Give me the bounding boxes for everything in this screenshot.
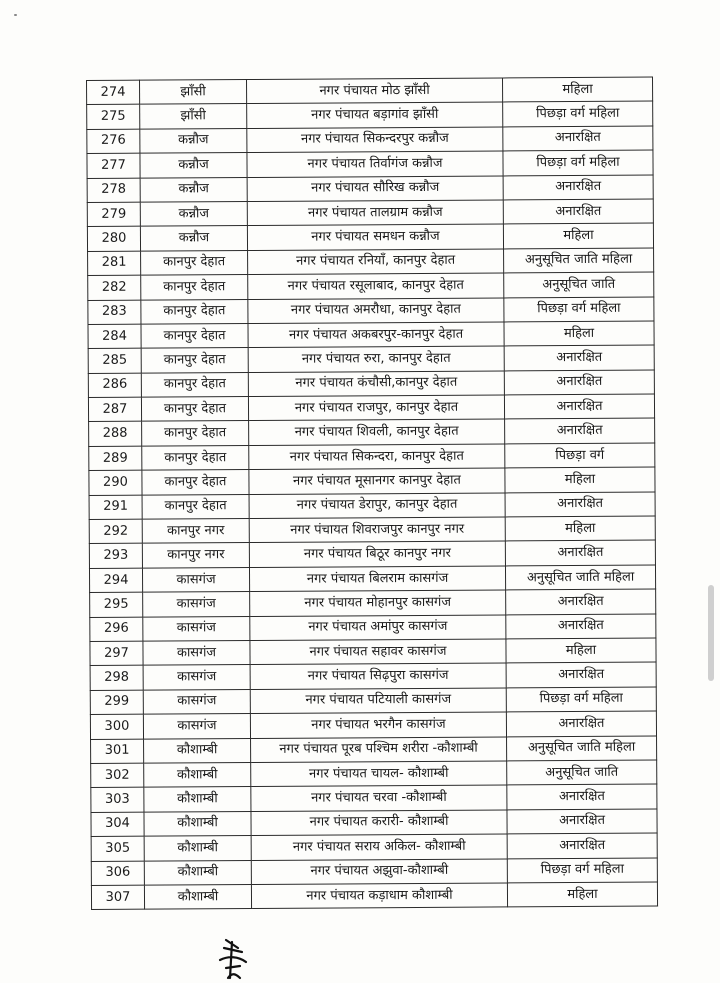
table-row [87,101,653,129]
reservation-category: महिला [504,321,654,346]
table-row [87,199,653,227]
row-number: 296 [90,617,143,642]
table-row [88,321,654,349]
reservation-category: महिला [503,223,653,248]
nagar-panchayat-name: नगर पंचायत बड़ागांव झाँसी [247,102,503,128]
nagar-panchayat-name: नगर पंचायत मूसानगर कानपुर देहात [249,468,505,494]
district-cell: कानपुर देहात [142,494,249,519]
row-number: 294 [89,568,142,593]
reservation-category: अनुसूचित जाति [504,272,654,297]
district-cell: कानपुर देहात [141,323,248,348]
reservation-category: अनारक्षित [505,492,655,517]
reservation-category: पिछड़ा वर्ग महिला [507,858,657,883]
reservation-category: महिला [507,882,657,907]
table-row [88,248,654,276]
district-cell: कौशाम्बी [144,884,251,909]
district-cell: कासगंज [143,592,250,617]
row-number: 300 [90,714,143,739]
nagar-panchayat-name: नगर पंचायत बिठूर कानपुर नगर [249,541,505,567]
row-number: 297 [90,641,143,666]
row-number: 278 [87,178,140,203]
row-number: 275 [87,105,140,130]
reservation-category: अनारक्षित [504,370,654,395]
district-cell: कन्नौज [140,177,247,202]
table-body [87,77,658,910]
row-number: 292 [89,519,142,544]
row-number: 287 [88,397,141,422]
nagar-panchayat-name: नगर पंचायत अमांपुर कासगंज [250,615,506,641]
district-cell: कौशाम्बी [144,738,251,763]
row-number: 301 [91,739,144,764]
table-row [91,809,657,837]
table-row [90,687,656,715]
reservation-category: पिछड़ा वर्ग महिला [504,297,654,322]
nagar-panchayat-name: नगर पंचायत तालग्राम कन्नौज [247,200,503,226]
row-number: 299 [90,690,143,715]
nagar-panchayat-name: नगर पंचायत पूरब पश्चिम शरीरा -कौशाम्बी [251,736,507,762]
nagar-panchayat-name: नगर पंचायत शिवली, कानपुर देहात [249,419,505,445]
table-row [90,614,656,642]
nagar-panchayat-name: नगर पंचायत सहावर कासगंज [250,639,506,665]
table-row [89,516,655,544]
nagar-panchayat-name: नगर पंचायत रसूलाबाद, कानपुर देहात [248,273,504,299]
nagar-panchayat-name: नगर पंचायत तिर्वागंज कन्नौज [247,151,503,177]
nagar-panchayat-name: नगर पंचायत सिकन्दरा, कानपुर देहात [249,444,505,470]
nagar-panchayat-name: नगर पंचायत करारी- कौशाम्बी [251,810,507,836]
district-cell: कौशाम्बी [144,811,251,836]
table-row [89,540,655,568]
handwritten-signature [216,938,250,980]
table-row [89,492,655,520]
row-number: 291 [89,495,142,520]
district-cell: कानपुर देहात [141,250,248,275]
table-row [90,662,656,690]
reservation-table [86,77,658,911]
table-row [88,272,654,300]
nagar-panchayat-name: नगर पंचायत सौरिख कन्नौज [247,176,503,202]
row-number: 279 [87,202,140,227]
row-number: 288 [89,422,142,447]
reservation-category: पिछड़ा वर्ग महिला [503,150,653,175]
nagar-panchayat-name: नगर पंचायत अझुवा-कौशाम्बी [251,858,507,884]
table-row [89,419,655,447]
table-row [87,77,653,105]
district-cell: कानपुर देहात [142,470,249,495]
nagar-panchayat-name: नगर पंचायत सिकन्दरपुर कन्नौज [247,127,503,153]
row-number: 298 [90,666,143,691]
nagar-panchayat-name: नगर पंचायत अकबरपुर-कानपुर देहात [248,322,504,348]
table-row [91,882,657,910]
reservation-category: महिला [505,516,655,541]
row-number: 304 [91,812,144,837]
reservation-category: अनुसूचित जाति महिला [505,565,655,590]
nagar-panchayat-name: नगर पंचायत रनियाँ, कानपुर देहात [248,249,504,275]
nagar-panchayat-name: नगर पंचायत चरवा -कौशाम्बी [251,785,507,811]
nagar-panchayat-name: नगर पंचायत सिढ़पुरा कासगंज [250,663,506,689]
reservation-category: अनारक्षित [506,589,656,614]
table-row [91,833,657,861]
table-row [90,638,656,666]
district-cell: कन्नौज [140,128,247,153]
reservation-category: अनारक्षित [507,833,657,858]
reservation-category: अनारक्षित [503,175,653,200]
scrollbar-thumb[interactable] [708,585,714,681]
reservation-category: महिला [506,638,656,663]
table-row [89,565,655,593]
row-number: 289 [89,446,142,471]
table-row [89,443,655,471]
nagar-panchayat-name: नगर पंचायत राजपुर, कानपुर देहात [248,395,504,421]
table-row [87,126,653,154]
row-number: 290 [89,470,142,495]
reservation-category: अनारक्षित [506,662,656,687]
district-cell: कानपुर देहात [141,372,248,397]
nagar-panchayat-name: नगर पंचायत कंचौसी,कानपुर देहात [248,371,504,397]
nagar-panchayat-name: नगर पंचायत अमरौधा, कानपुर देहात [248,297,504,323]
nagar-panchayat-name: नगर पंचायत शिवराजपुर कानपुर नगर [249,517,505,543]
reservation-category: महिला [502,77,652,102]
district-cell: कानपुर देहात [142,421,249,446]
row-number: 282 [88,275,141,300]
reservation-category: अनारक्षित [505,419,655,444]
district-cell: कानपुर देहात [141,275,248,300]
reservation-category: अनारक्षित [507,809,657,834]
reservation-category: अनारक्षित [506,614,656,639]
district-cell: कौशाम्बी [144,787,251,812]
reservation-category: अनारक्षित [503,199,653,224]
district-cell: कौशाम्बी [144,762,251,787]
row-number: 293 [89,544,142,569]
row-number: 284 [88,324,141,349]
district-cell: कासगंज [143,665,250,690]
district-cell: कानपुर देहात [141,348,248,373]
reservation-category: अनुसूचित जाति महिला [504,248,654,273]
row-number: 286 [88,373,141,398]
table-row [91,784,657,812]
nagar-panchayat-name: नगर पंचायत चायल- कौशाम्बी [251,761,507,787]
reservation-category: अनारक्षित [503,126,653,151]
table-row [89,467,655,495]
nagar-panchayat-name: नगर पंचायत कड़ाधाम कौशाम्बी [251,883,507,909]
nagar-panchayat-name: नगर पंचायत पटियाली कासगंज [250,688,506,714]
row-number: 306 [91,861,144,886]
table-row [91,760,657,788]
row-number: 276 [87,129,140,154]
district-cell: कानपुर देहात [142,445,249,470]
table-row [91,736,657,764]
district-cell: कन्नौज [140,153,247,178]
row-number: 281 [88,251,141,276]
row-number: 285 [88,348,141,373]
scan-speck [14,14,17,16]
district-cell: कौशाम्बी [144,836,251,861]
table-row [90,711,656,739]
district-cell: कासगंज [143,640,250,665]
reservation-category: पिछड़ा वर्ग [505,443,655,468]
row-number: 303 [91,787,144,812]
row-number: 295 [90,592,143,617]
reservation-category: अनारक्षित [507,784,657,809]
table-row [88,297,654,325]
nagar-panchayat-name: नगर पंचायत सराय अकिल- कौशाम्बी [251,834,507,860]
district-cell: कासगंज [143,689,250,714]
reservation-category: अनुसूचित जाति [507,760,657,785]
district-cell: कन्नौज [140,226,247,251]
district-cell: कानपुर देहात [141,397,248,422]
row-number: 274 [87,80,140,105]
table-row [90,589,656,617]
nagar-panchayat-name: नगर पंचायत समधन कन्नौज [247,224,503,250]
table-row [91,858,657,886]
reservation-category: अनुसूचित जाति महिला [507,736,657,761]
nagar-panchayat-name: नगर पंचायत भरगैन कासगंज [250,712,506,738]
row-number: 277 [87,153,140,178]
table-row [87,223,653,251]
district-cell: झाँसी [140,80,247,105]
nagar-panchayat-name: नगर पंचायत मोहानपुर कासगंज [250,590,506,616]
district-cell: कन्नौज [140,201,247,226]
reservation-category: महिला [505,467,655,492]
table-row [88,394,654,422]
district-cell: कासगंज [143,714,250,739]
district-cell: कानपुर नगर [142,543,249,568]
row-number: 307 [91,885,144,910]
district-cell: कासगंज [143,616,250,641]
table-row [88,345,654,373]
reservation-category: पिछड़ा वर्ग महिला [503,101,653,126]
reservation-category: अनारक्षित [504,345,654,370]
district-cell: कानपुर नगर [142,519,249,544]
reservation-category: पिछड़ा वर्ग महिला [506,687,656,712]
table-row [88,370,654,398]
table-row [87,175,653,203]
reservation-category: अनारक्षित [505,540,655,565]
nagar-panchayat-name: नगर पंचायत डेरापुर, कानपुर देहात [249,493,505,519]
district-cell: कानपुर देहात [141,299,248,324]
reservation-category: अनारक्षित [506,711,656,736]
row-number: 302 [91,763,144,788]
row-number: 283 [88,300,141,325]
nagar-panchayat-name: नगर पंचायत रुरा, कानपुर देहात [248,346,504,372]
reservation-category: अनारक्षित [504,394,654,419]
nagar-panchayat-name: नगर पंचायत बिलराम कासगंज [249,566,505,592]
row-number: 305 [91,836,144,861]
nagar-panchayat-name: नगर पंचायत मोठ झाँसी [247,78,503,104]
row-number: 280 [87,227,140,252]
district-cell: झाँसी [140,104,247,129]
district-cell: कासगंज [142,567,249,592]
table-row [87,150,653,178]
district-cell: कौशाम्बी [144,860,251,885]
